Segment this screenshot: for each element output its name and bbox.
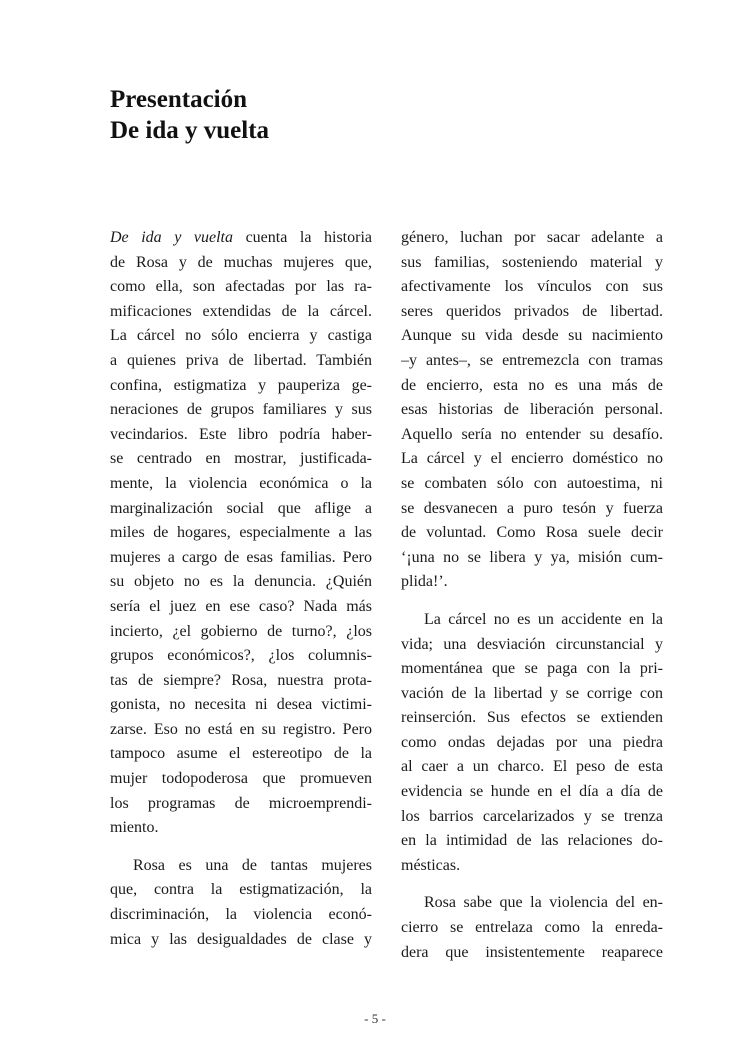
text-line: neraciones de grupos familiares y sus: [110, 401, 372, 419]
text-line: La cárcel no es un accidente en la: [424, 610, 663, 628]
text-line: incierto, ¿el gobierno de turno?, ¿los: [110, 622, 372, 640]
text-line: como ella, son afectadas por las ra-: [110, 278, 372, 296]
left-column: [110, 226, 372, 952]
text-line: se centrado en mostrar, justificada-: [110, 450, 372, 468]
paragraph-gap: [110, 841, 372, 854]
text-line: reinserción. Sus efectos se extienden: [401, 709, 663, 727]
text-line: Aquello sería no entender su desafío.: [401, 425, 663, 443]
text-line: [110, 226, 372, 251]
text-line: zarse. Eso no está en su registro. Pero: [110, 720, 372, 738]
text-line: sus familias, sosteniendo material y: [401, 253, 663, 271]
text-line: mica y las desigualdades de clase y: [110, 930, 372, 948]
title-line-1: Presentación: [110, 86, 248, 113]
page-title: [110, 84, 269, 146]
text-line: de Rosa y de muchas mujeres que,: [110, 253, 372, 271]
text-line: dera que insistentemente reaparece: [401, 943, 663, 961]
text-line: discriminación, la violencia econó-: [110, 906, 372, 924]
page-number: - 5 -: [364, 1011, 386, 1026]
paragraph: [401, 608, 663, 879]
text-line: mujer todopoderosa que promueven: [110, 770, 372, 788]
text-line: mente, la violencia económica o la: [110, 474, 372, 492]
text-line: cierro se entrelaza como la enreda-: [401, 919, 663, 937]
text-line: vecindarios. Este libro podría haber-: [110, 425, 372, 443]
title-line-2: De ida y vuelta: [110, 117, 270, 144]
text-line: mésticas.: [401, 856, 461, 874]
text-line: miles de hogares, especialmente a las: [110, 524, 372, 542]
text-line: evidencia se hunde en el día a día de: [401, 783, 663, 801]
right-column: [401, 226, 663, 965]
text-line: al caer a un charco. El peso de esta: [401, 758, 663, 776]
text-line: vida; una desviación circunstancial y: [401, 635, 663, 653]
text-line: como ondas dejadas por una piedra: [401, 733, 663, 751]
text-line: gonista, no necesita ni desea victimi-: [110, 696, 372, 714]
text-line: de voluntad. Como Rosa suele decir: [401, 524, 663, 542]
text-line: ‘¡una no se libera y ya, misión cum-: [401, 548, 663, 566]
text-line: grupos económicos?, ¿los columnis-: [110, 647, 372, 665]
text-line: de encierro, esta no es una más de: [401, 376, 663, 394]
paragraph-gap: [401, 595, 663, 608]
text-line: seres queridos privados de libertad.: [401, 302, 663, 320]
paragraph-gap: [401, 878, 663, 891]
text-line: en la intimidad de las relaciones do-: [401, 832, 663, 850]
text-line: plida!’.: [401, 573, 448, 591]
text-line: momentánea que se paga con la pri-: [401, 660, 663, 678]
text-line: Rosa sabe que la violencia del en-: [424, 894, 663, 912]
text-line: afectivamente los vínculos con sus: [401, 278, 663, 296]
paragraph: [110, 226, 372, 841]
text-line: mujeres a cargo de esas familias. Pero: [110, 548, 372, 566]
text-line: a quienes priva de libertad. También: [110, 351, 372, 369]
paragraph: [110, 854, 372, 952]
text-line: La cárcel y el encierro doméstico no: [401, 450, 663, 468]
text-fragment: cuenta la historia: [233, 229, 372, 246]
text-line: Aunque su vida desde su nacimiento: [401, 327, 663, 345]
text-line: tampoco asume el estereotipo de la: [110, 745, 372, 763]
book-title-italic: De ida y vuelta: [110, 229, 233, 246]
text-line: Rosa es una de tantas mujeres: [133, 856, 372, 874]
paragraph: [401, 226, 663, 595]
text-line: esas historias de liberación personal.: [401, 401, 663, 419]
text-line: tas de siempre? Rosa, nuestra prota-: [110, 671, 372, 689]
text-line: se combaten sólo con autoestima, ni: [401, 474, 663, 492]
text-line: que, contra la estigmatización, la: [110, 881, 372, 899]
text-line: se desvanecen a puro tesón y fuerza: [401, 499, 663, 517]
text-line: miento.: [110, 819, 159, 837]
paragraph: [401, 891, 663, 965]
text-line: –y antes–, se entremezcla con tramas: [401, 351, 663, 369]
text-line: los barrios carcelarizados y se trenza: [401, 807, 663, 825]
text-line: marginalización social que aflige a: [110, 499, 372, 517]
text-line: confina, estigmatiza y pauperiza ge-: [110, 376, 372, 394]
text-line: La cárcel no sólo encierra y castiga: [110, 327, 372, 345]
text-line: su objeto no es la denuncia. ¿Quién: [110, 573, 372, 591]
text-line: sería el juez en ese caso? Nada más: [110, 597, 372, 615]
text-line: género, luchan por sacar adelante a: [401, 229, 663, 246]
text-line: vación de la libertad y se corrige con: [401, 684, 663, 702]
text-line: los programas de microemprendi-: [110, 794, 372, 812]
text-line: mificaciones extendidas de la cárcel.: [110, 302, 372, 320]
